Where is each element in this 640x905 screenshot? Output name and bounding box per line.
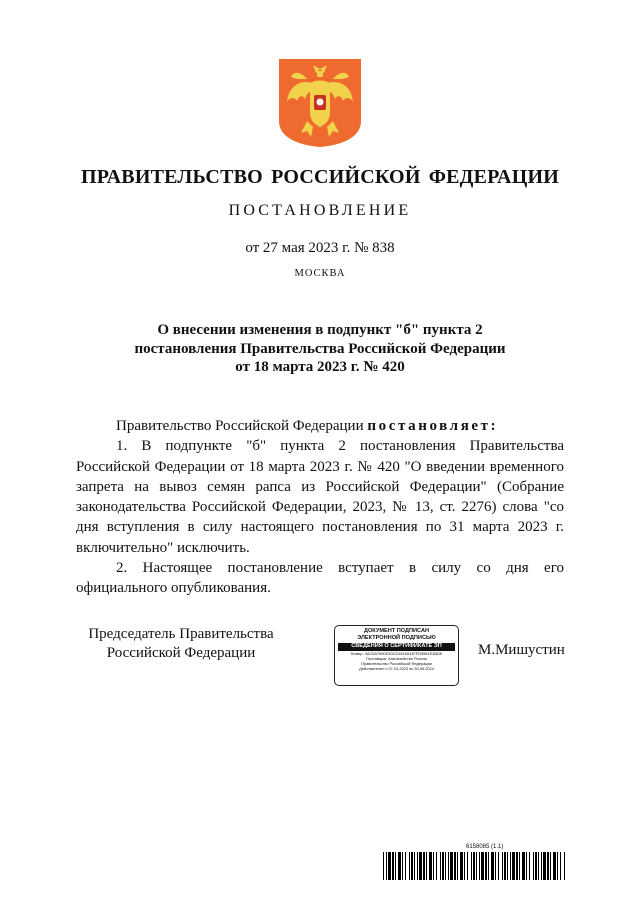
stamp-certificate-bar: СВЕДЕНИЯ О СЕРТИФИКАТЕ ЭП [338,643,455,651]
signer-name: М.Мишустин [478,642,565,658]
document-type: ПОСТАНОВЛЕНИЕ [228,202,412,219]
stamp-certificate-number: Номер: 3AC5A7690E30CD1816931FFD5961E3BDE [350,650,443,656]
position-line: Российской Федерации [106,645,256,661]
resolves-word: постановляет: [367,418,499,434]
intro-text: Правительство Российской Федерации [116,418,364,434]
subject-line: постановления Правительства Российской Федерации [134,340,506,357]
barcode-number: 6158085 (1.1) [466,844,504,850]
subject-line: О внесении изменения в подпункт "б" пункта 2 [157,322,483,338]
stamp-owner: Правительство Российской Федерации [361,660,432,666]
stamp-validity: Действителен с 07.03.2023 по 30.05.2024 [359,665,434,671]
government-title: ПРАВИТЕЛЬСТВО РОССИЙСКОЙ ФЕДЕРАЦИИ [81,166,559,188]
position-line: Председатель Правительства [88,626,274,642]
signatory-position [76,625,286,663]
barcode-icon [383,852,565,880]
body-intro [76,416,564,436]
body-item-2: 2. Настоящее постановление вступает в силу со дня его официального опубликования. [76,560,564,597]
document-subject [0,321,640,377]
stamp-issuer: Поставщик: Казначейство России [366,655,427,661]
russian-coat-of-arms-icon [277,57,363,149]
document-city: МОСКВА [294,268,346,279]
document-date-number: от 27 мая 2023 г. № 838 [245,240,395,256]
subject-line: от 18 марта 2023 г. № 420 [235,359,405,375]
document-body [76,416,564,599]
body-item-1: 1. В подпункте "б" пункта 2 постановления Правительства Российской Федерации от 18 марта 2023 г. № 420 "О введении временного запрета на вывоз семян рапса из Российской Федерации" (Собрание законодательства Российской Федерации, 2023, № 13, ст. 2276) слова "со дня вступления в силу настоящего постановления по 31 марта 2023 г. включительно" исключить. [76,438,564,556]
stamp-line: ЭЛЕКТРОННОЙ ПОДПИСЬЮ [357,635,436,641]
electronic-signature-stamp [334,625,459,686]
stamp-line: ДОКУМЕНТ ПОДПИСАН [363,628,430,634]
